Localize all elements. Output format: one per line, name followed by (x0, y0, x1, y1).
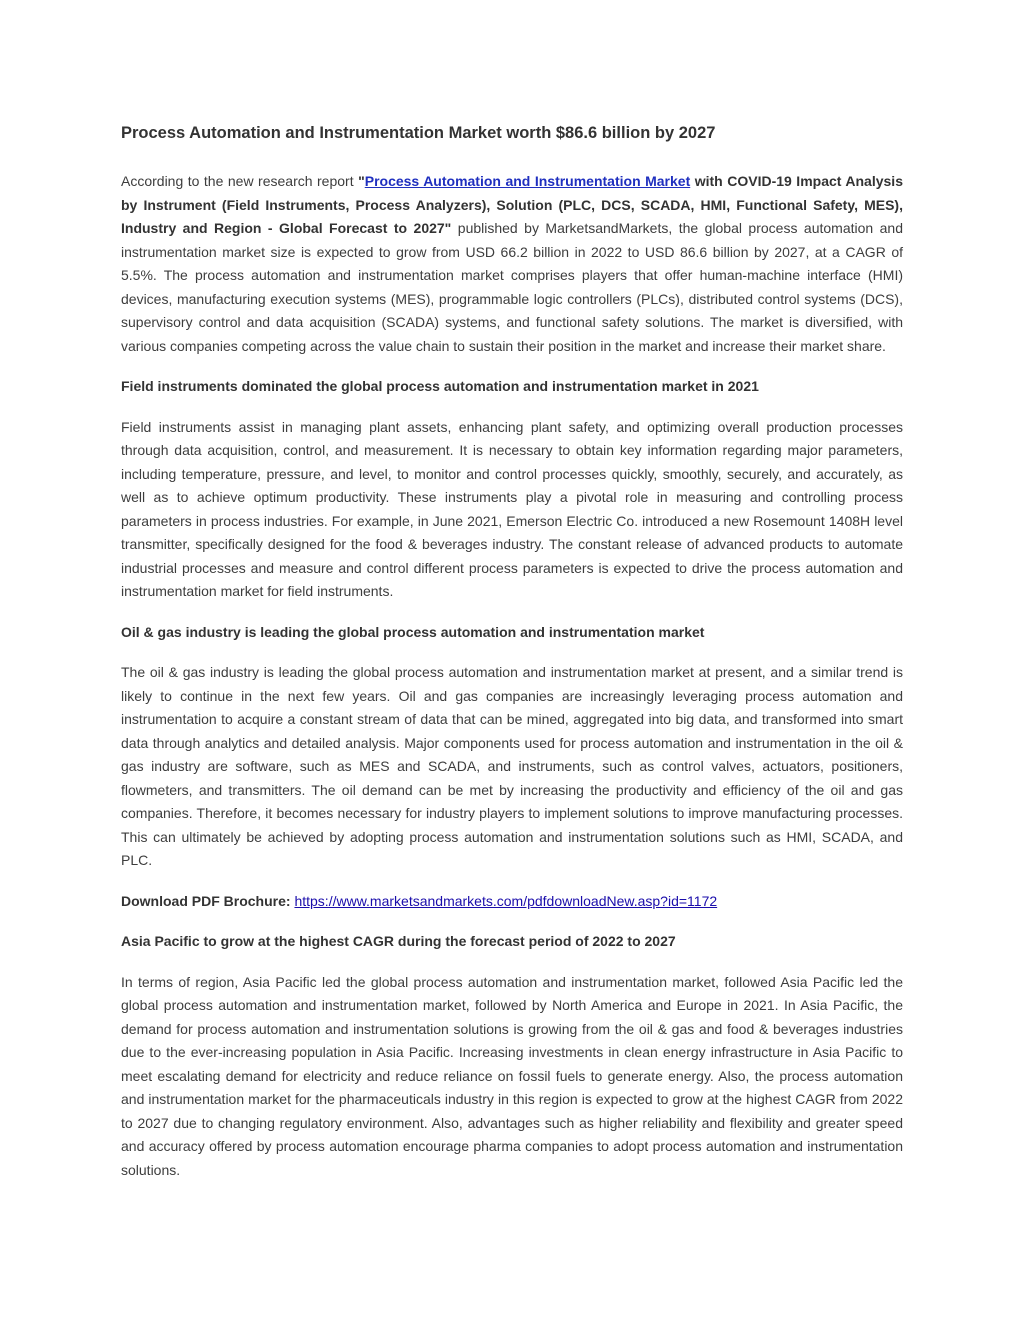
page-title: Process Automation and Instrumentation Market worth $86.6 billion by 2027 (121, 124, 716, 142)
download-brochure-link[interactable]: https://www.marketsandmarkets.com/pdfdownloadNew.asp?id=1172 (294, 892, 718, 909)
section-body-oil-gas: The oil & gas industry is leading the global process automation and instrumentation market at present, and a similar trend is likely to continue in the next few years. Oil and gas companies are increasingly leveraging process automation and instrumentation to acquire a constant stream of data that can be mined, aggregated into big data, and transformed into smart data through analytics and detailed analysis. Major components used for process automation and instrumentation in the oil & gas industry are software, such as MES and SCADA, and instruments, such as control valves, actuators, positioners, flowmeters, and transmitters. The oil demand can be met by increasing the productivity and efficiency of the oil and gas companies. Therefore, it becomes necessary for industry players to implement solutions to improve manufacturing processes. This can ultimately be achieved by adopting process automation and instrumentation solutions such as HMI, SCADA, and PLC. (121, 664, 903, 868)
document-page (121, 120, 903, 1199)
section-heading-field-instruments: Field instruments dominated the global process automation and instrumentation market in 2021 (121, 378, 759, 394)
report-title-rest: with COVID-19 Impact Analysis by Instrument (Field Instruments, Process Analyzers), Solution (PLC, DCS, SCADA, HMI, Functional Safety, MES), Industry and Region - Global Forecast to 2027" (121, 173, 903, 236)
section-body-field-instruments: Field instruments assist in managing plant assets, enhancing plant safety, and optimizing overall production processes through data acquisition, control, and measurement. It is necessary to obtain key information regarding major parameters, including temperature, pressure, and level, to monitor and control processes quickly, smoothly, securely, and accurately, as well as to achieve optimum productivity. These instruments play a pivotal role in measuring and controlling process parameters in process industries. For example, in June 2021, Emerson Electric Co. introduced a new Rosemount 1408H level transmitter, specifically designed for the food & beverages industry. The constant release of advanced products to automate industrial processes and measure and control different process parameters is expected to drive the process automation and instrumentation market for field instruments. (121, 418, 903, 599)
download-label: Download PDF Brochure: (121, 892, 291, 909)
report-link[interactable]: Process Automation and Instrumentation Market (364, 173, 691, 189)
section-body-asia-pacific: In terms of region, Asia Pacific led the global process automation and instrumentation market, followed Asia Pacific led the global process automation and instrumentation market, followed by North America and Europe in 2021. In Asia Pacific, the demand for process automation and instrumentation solutions is growing from the oil & gas and food & beverages industries due to the ever-increasing population in Asia Pacific. Increasing investments in clean energy infrastructure in Asia Pacific to meet escalating demand for electricity and reduce reliance on fossil fuels to generate energy. Also, the process automation and instrumentation market for the pharmaceuticals industry in this region is expected to grow at the highest CAGR from 2022 to 2027 due to changing regulatory environment. Also, advantages such as higher reliability and flexibility and greater speed and accuracy offered by process automation encourage pharma companies to adopt process automation and instrumentation solutions. (121, 973, 903, 1178)
quote-open: " (358, 173, 365, 189)
intro-paragraph (121, 170, 903, 358)
section-heading-oil-gas: Oil & gas industry is leading the global process automation and instrumentation market (121, 623, 705, 640)
section-heading-asia-pacific: Asia Pacific to grow at the highest CAGR during the forecast period of 2022 to 2027 (121, 933, 676, 949)
intro-body: published by MarketsandMarkets, the global process automation and instrumentation market size is expected to grow from USD 66.2 billion in 2022 to USD 86.6 billion by 2027, at a CAGR of 5.5%. The process automation and instrumentation market comprises players that offer human-machine interface (HMI) devices, manufacturing execution systems (MES), programmable logic controllers (PLCs), distributed control systems (DCS), supervisory control and data acquisition (SCADA) systems, and functional safety solutions. The market is diversified, with various companies competing across the value chain to sustain their position in the market and increase their market share. (121, 220, 903, 354)
download-brochure-line (121, 890, 903, 914)
intro-lead: According to the new research report (121, 173, 359, 189)
